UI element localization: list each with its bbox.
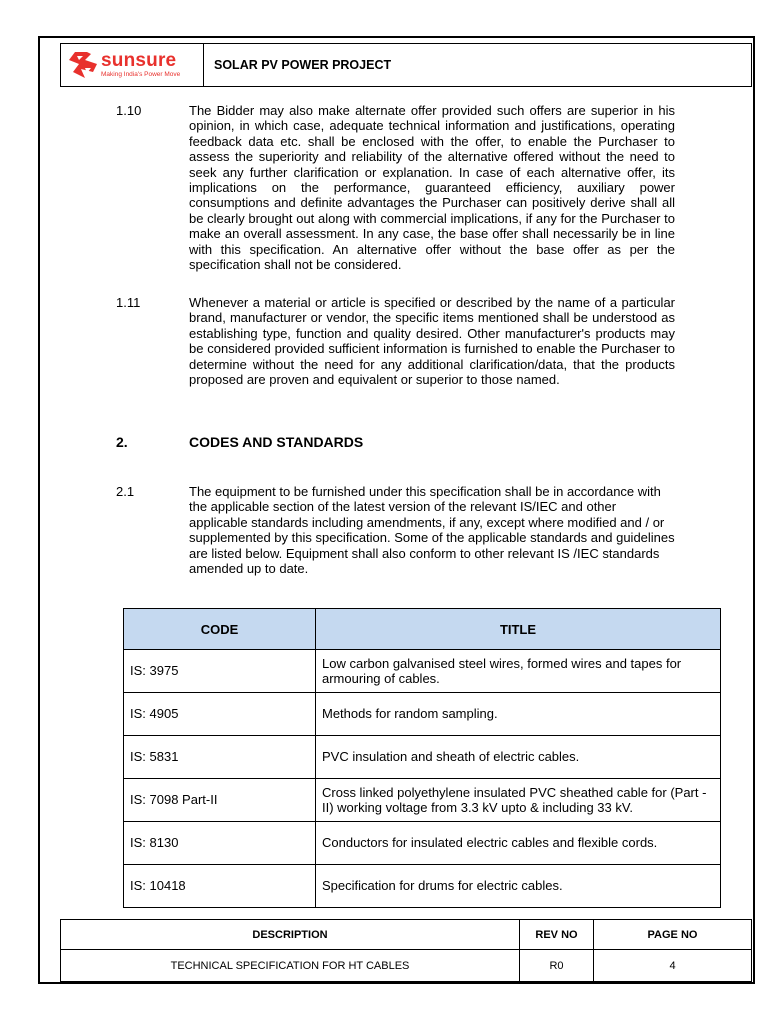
code-cell: IS: 10418 xyxy=(124,865,316,908)
clause-1-10 xyxy=(116,103,676,272)
title-cell: Specification for drums for electric cables. xyxy=(316,865,721,908)
project-title: SOLAR PV POWER PROJECT xyxy=(214,58,392,72)
code-cell: IS: 4905 xyxy=(124,693,316,736)
logo-name: sunsure xyxy=(101,50,177,72)
table-row xyxy=(124,650,721,693)
column-header-code: CODE xyxy=(124,609,316,650)
page-header xyxy=(60,43,752,87)
logo-tagline: Making India's Power Move xyxy=(101,71,181,79)
section-title: CODES AND STANDARDS xyxy=(189,434,364,450)
footer-page-no: 4 xyxy=(594,950,752,982)
document-footer xyxy=(60,919,752,982)
table-row xyxy=(124,822,721,865)
company-logo xyxy=(61,44,204,86)
footer-description: TECHNICAL SPECIFICATION FOR HT CABLES xyxy=(61,950,520,982)
table-row xyxy=(124,736,721,779)
table-row xyxy=(124,779,721,822)
title-cell: Methods for random sampling. xyxy=(316,693,721,736)
standards-table xyxy=(123,608,721,908)
code-cell: IS: 5831 xyxy=(124,736,316,779)
clause-2-1 xyxy=(116,484,676,576)
table-row xyxy=(124,693,721,736)
code-cell: IS: 8130 xyxy=(124,822,316,865)
title-cell: Cross linked polyethylene insulated PVC sheathed cable for (Part -II) working voltage from 3.3 kV upto & including 33 kV. xyxy=(316,779,721,822)
title-cell: Conductors for insulated electric cables and flexible cords. xyxy=(316,822,721,865)
clause-text: The Bidder may also make alternate offer provided such offers are superior in his opinion, in which case, adequate technical information and justifications, operating feedback data etc. shall be enclosed with the offer, to enable the Purchaser to assess the superiority and reliability of the alternative offered without the need to seek any further clarification or explanation. In case of each alternative offer, its implications on the performance, guaranteed efficiency, auxiliary power consumptions and definite advantages the Purchaser can positively derive shall all be clearly brought out along with commercial implications, if any for the Purchaser to make an overall assessment. In any case, the base offer shall necessarily be in line with this specification. An alternative offer without the base offer as per the specification shall not be considered. xyxy=(189,103,675,273)
clause-text: The equipment to be furnished under this specification shall be in accordance with the applicable section of the latest version of the relevant IS/IEC and other applicable standards including amendments, if any, except where modified and / or supplemented by this specification. Some of the applicable standards and guidelines are listed below. Equipment shall also conform to other relevant IS /IEC standards amended up to date. xyxy=(189,484,675,577)
clause-number: 2.1 xyxy=(116,484,135,499)
sunsure-logo-icon xyxy=(67,50,99,80)
clause-number: 1.10 xyxy=(116,103,142,118)
table-header-row xyxy=(124,609,721,650)
footer-header-page: PAGE NO xyxy=(594,920,752,950)
title-cell: Low carbon galvanised steel wires, formed wires and tapes for armouring of cables. xyxy=(316,650,721,693)
clause-text: Whenever a material or article is specified or described by the name of a particular brand, manufacturer or vendor, the specific items mentioned shall be understood as establishing type, function and quality desired. Other manufacturer's products may be considered provided sufficient information is furnished to enable the Purchaser to determine without the need for any additional clarification/data, that the products proposed are proven and equivalent or superior to those named. xyxy=(189,295,675,388)
footer-header-rev: REV NO xyxy=(520,920,594,950)
clause-1-11 xyxy=(116,295,676,387)
table-row xyxy=(124,865,721,908)
footer-header-row xyxy=(61,920,752,950)
footer-rev-no: R0 xyxy=(520,950,594,982)
column-header-title: TITLE xyxy=(316,609,721,650)
code-cell: IS: 3975 xyxy=(124,650,316,693)
title-cell: PVC insulation and sheath of electric cables. xyxy=(316,736,721,779)
footer-header-description: DESCRIPTION xyxy=(61,920,520,950)
clause-number: 1.11 xyxy=(116,295,141,310)
footer-value-row xyxy=(61,950,752,982)
section-heading xyxy=(116,434,364,450)
code-cell: IS: 7098 Part-II xyxy=(124,779,316,822)
section-number: 2. xyxy=(116,434,128,450)
